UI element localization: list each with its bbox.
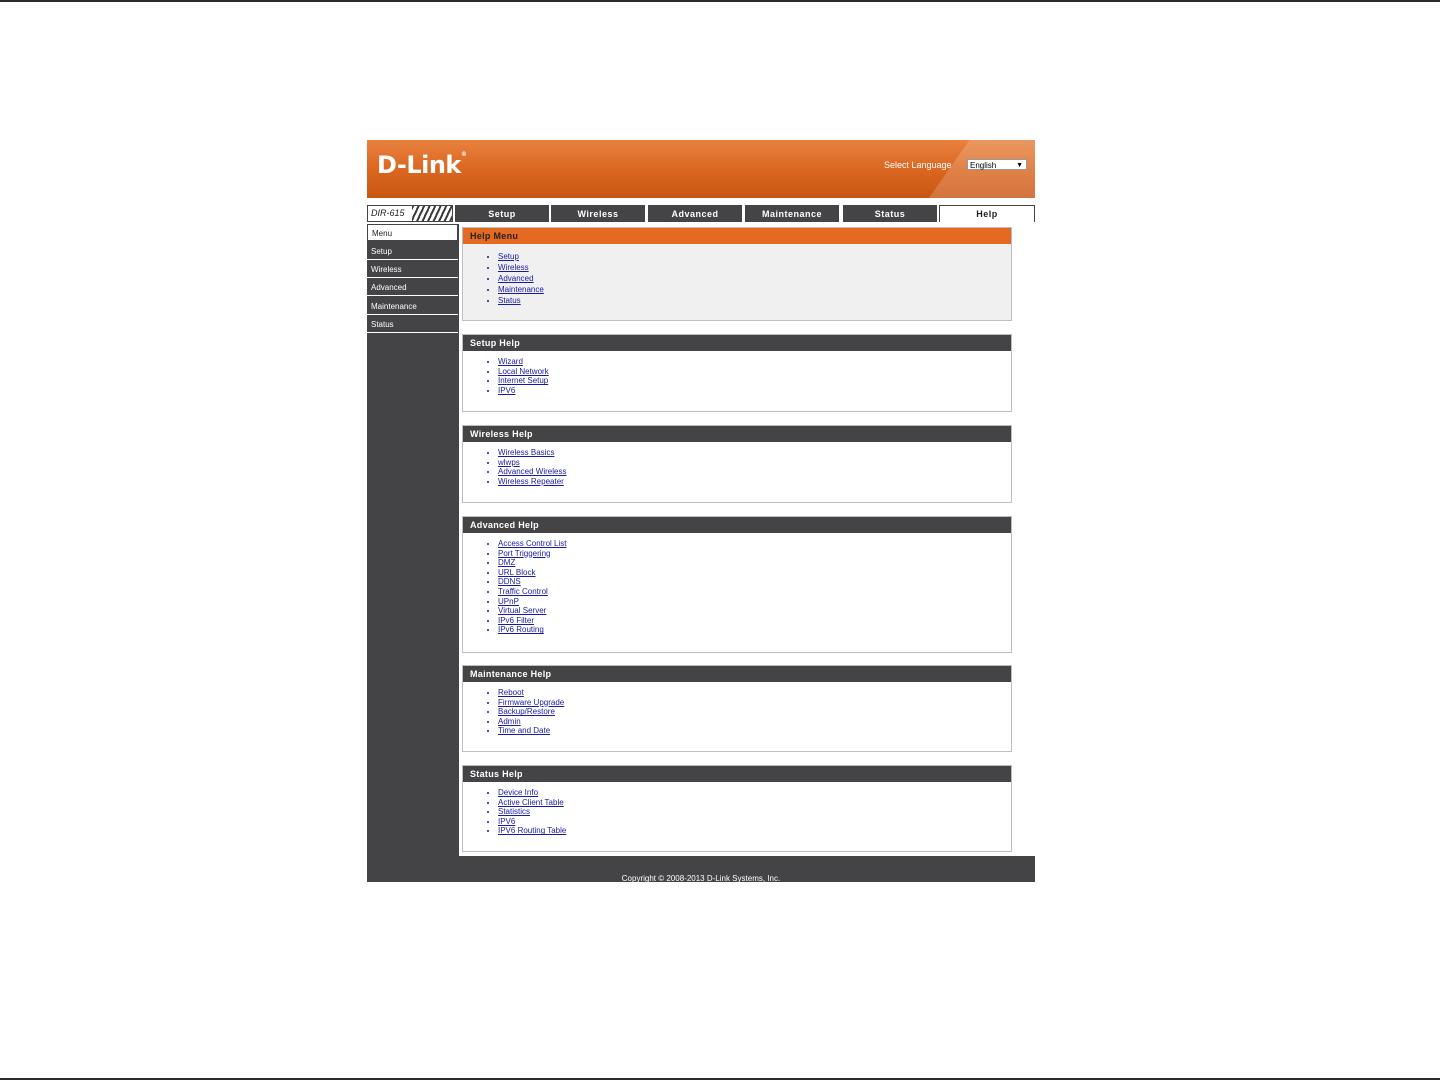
list-item	[498, 273, 1011, 284]
menu-item-status[interactable]: Status	[367, 316, 458, 333]
link-list	[463, 251, 1011, 306]
wireless-link-repeater[interactable]: Wireless Repeater	[498, 476, 564, 486]
maintenance-link-time-date[interactable]: Time and Date	[498, 726, 551, 736]
list-item	[498, 707, 1011, 717]
list-item	[498, 568, 1011, 578]
list-item	[498, 698, 1011, 708]
maintenance-link-reboot[interactable]: Reboot	[498, 688, 524, 697]
list-item	[498, 587, 1011, 597]
list-item	[498, 558, 1011, 568]
section-body	[463, 682, 1011, 736]
status-link-statistics[interactable]: Statistics	[498, 807, 531, 817]
list-item	[498, 262, 1011, 273]
list-item	[498, 726, 1011, 736]
list-item	[498, 788, 1011, 798]
router-admin-page	[367, 140, 1035, 882]
section-body	[463, 782, 1011, 836]
link-list	[463, 788, 1011, 836]
tab-advanced[interactable]: Advanced	[648, 205, 742, 222]
list-item	[498, 826, 1011, 836]
tab-wireless[interactable]: Wireless	[551, 205, 645, 222]
tab-maintenance[interactable]: Maintenance	[745, 205, 839, 222]
wireless-link-basics[interactable]: Wireless Basics	[498, 448, 555, 457]
advanced-link-upnp[interactable]: UPnP	[498, 596, 519, 606]
advanced-link-port-triggering[interactable]: Port Triggering	[498, 548, 551, 558]
list-item	[498, 606, 1011, 616]
model-badge	[367, 205, 453, 222]
advanced-link-url-block[interactable]: URL Block	[498, 567, 536, 577]
maintenance-link-firmware[interactable]: Firmware Upgrade	[498, 697, 565, 707]
section-body	[463, 351, 1011, 395]
section-body	[463, 244, 1011, 320]
help-menu-section	[462, 227, 1012, 321]
list-item	[498, 539, 1011, 549]
wireless-link-wlwps[interactable]: wlwps	[498, 457, 520, 467]
maintenance-help-section	[462, 665, 1012, 752]
model-name: DIR-615	[371, 208, 405, 218]
link-list	[463, 357, 1011, 395]
list-item	[498, 357, 1011, 367]
menu-item-maintenance[interactable]: Maintenance	[367, 298, 458, 315]
menu-item-wireless[interactable]: Wireless	[367, 261, 458, 278]
setup-link-internet-setup[interactable]: Internet Setup	[498, 376, 549, 386]
wireless-help-section	[462, 425, 1012, 503]
menu-item-setup[interactable]: Setup	[367, 243, 458, 260]
advanced-link-traffic-control[interactable]: Traffic Control	[498, 586, 548, 596]
list-item	[498, 798, 1011, 808]
list-item	[498, 367, 1011, 377]
list-item	[498, 458, 1011, 468]
setup-link-wizard[interactable]: Wizard	[498, 357, 523, 366]
advanced-link-ipv6-routing[interactable]: IPv6 Routing	[498, 625, 544, 635]
list-item	[498, 251, 1011, 262]
section-title: Help Menu	[463, 228, 1011, 244]
list-item	[498, 577, 1011, 587]
list-item	[498, 477, 1011, 487]
status-link-active-clients[interactable]: Active Client Table	[498, 797, 564, 807]
left-menu	[367, 224, 459, 856]
list-item	[498, 386, 1011, 396]
dropdown-arrow-icon: ▼	[1016, 162, 1023, 169]
maintenance-link-admin[interactable]: Admin	[498, 716, 521, 726]
tab-status[interactable]: Status	[843, 205, 937, 222]
status-link-ipv6-routing-table[interactable]: IPV6 Routing Table	[498, 826, 567, 836]
help-link-wireless[interactable]: Wireless	[498, 263, 529, 272]
list-item	[498, 807, 1011, 817]
link-list	[463, 688, 1011, 736]
setup-help-section	[462, 334, 1012, 412]
advanced-link-ddns[interactable]: DDNS	[498, 577, 521, 587]
help-link-maintenance[interactable]: Maintenance	[498, 285, 544, 294]
status-help-section	[462, 765, 1012, 852]
list-item	[498, 448, 1011, 458]
tab-setup[interactable]: Setup	[455, 205, 549, 222]
page-bottom-rule	[0, 1078, 1440, 1080]
model-stripes	[412, 206, 453, 222]
section-title: Advanced Help	[463, 517, 1011, 533]
status-link-device-info[interactable]: Device Info	[498, 788, 539, 797]
maintenance-link-backup[interactable]: Backup/Restore	[498, 707, 555, 717]
section-title: Maintenance Help	[463, 666, 1011, 682]
list-item	[498, 625, 1011, 635]
advanced-link-virtual-server[interactable]: Virtual Server	[498, 606, 547, 616]
page-top-rule	[0, 0, 1440, 2]
section-title: Status Help	[463, 766, 1011, 782]
list-item	[498, 616, 1011, 626]
setup-link-local-network[interactable]: Local Network	[498, 366, 549, 376]
help-link-advanced[interactable]: Advanced	[498, 274, 534, 283]
menu-item-advanced[interactable]: Advanced	[367, 279, 458, 296]
dlink-logo: D-Link®	[377, 151, 467, 179]
copyright-text: Copyright © 2008-2013 D-Link Systems, Inc.	[621, 874, 781, 882]
tab-help[interactable]: Help	[939, 205, 1035, 222]
language-label: Select Language	[884, 160, 952, 170]
advanced-link-ipv6-filter[interactable]: IPv6 Filter	[498, 615, 535, 625]
list-item	[498, 717, 1011, 727]
advanced-help-section	[462, 516, 1012, 653]
list-item	[498, 284, 1011, 295]
link-list	[463, 539, 1011, 635]
list-item	[498, 688, 1011, 698]
header-banner	[367, 140, 1035, 198]
status-link-ipv6[interactable]: IPV6	[498, 816, 516, 826]
help-link-status[interactable]: Status	[498, 296, 521, 305]
language-select[interactable]	[967, 159, 1027, 170]
section-body	[463, 442, 1011, 486]
help-link-setup[interactable]: Setup	[498, 252, 519, 261]
list-item	[498, 467, 1011, 477]
list-item	[498, 817, 1011, 827]
list-item	[498, 376, 1011, 386]
language-value: English	[970, 161, 997, 170]
advanced-link-dmz[interactable]: DMZ	[498, 558, 516, 568]
list-item	[498, 295, 1011, 306]
section-title: Setup Help	[463, 335, 1011, 351]
menu-item-menu[interactable]: Menu	[367, 224, 458, 241]
link-list	[463, 448, 1011, 486]
section-title: Wireless Help	[463, 426, 1011, 442]
wireless-link-advanced[interactable]: Advanced Wireless	[498, 467, 567, 477]
list-item	[498, 597, 1011, 607]
advanced-link-acl[interactable]: Access Control List	[498, 539, 567, 548]
list-item	[498, 549, 1011, 559]
section-body	[463, 533, 1011, 635]
setup-link-ipv6[interactable]: IPV6	[498, 385, 516, 395]
footer	[367, 856, 1035, 882]
